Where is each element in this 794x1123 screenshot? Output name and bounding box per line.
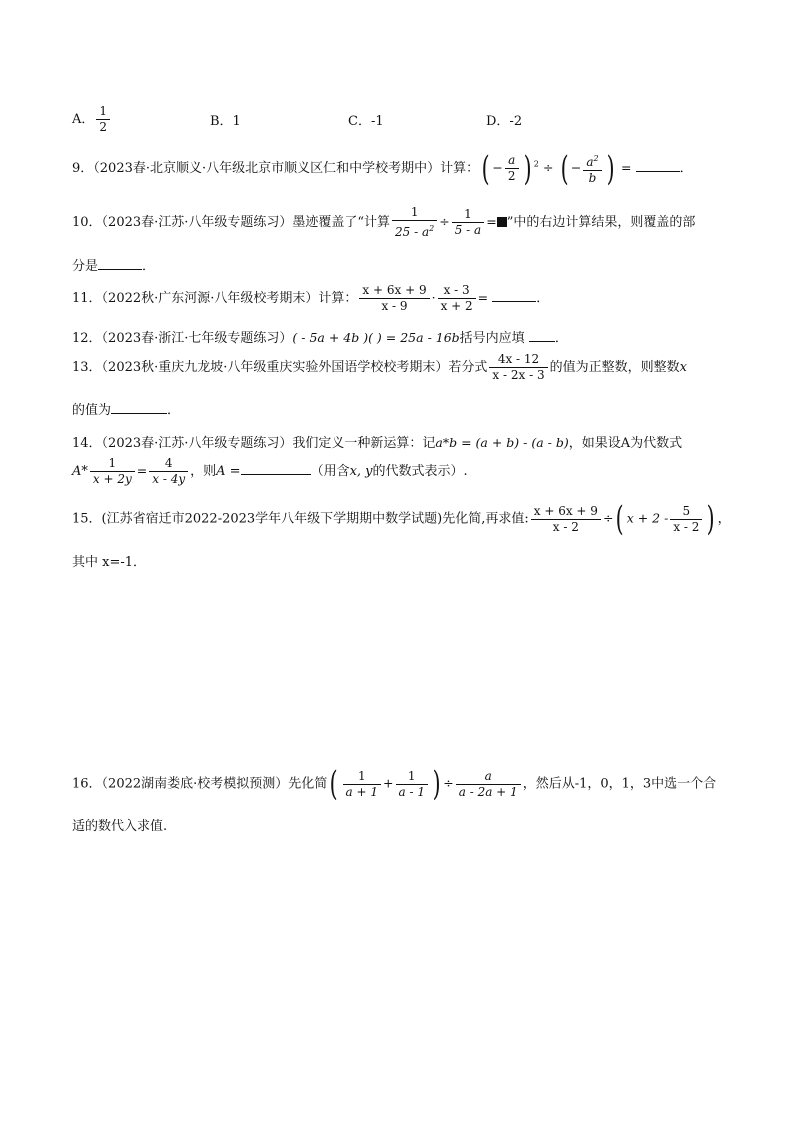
option-c: C．-1 bbox=[348, 114, 384, 129]
q15-fraction-1: $\frac{x + 6x + 9}{x - 2}$ bbox=[531, 504, 601, 535]
question-9: 9．（2023春·北京顺义·八年级北京市顺义区仁和中学校考期中）计算：( − $\frac{a}{2}$ ) $^2$ ÷ ( − $\frac{a^2}{b}$ ) = ． bbox=[72, 148, 693, 189]
question-12: 12．（2023春·浙江·七年级专题练习）( - 5a + 4b )( ) = 25a - 16b括号内应填 ． bbox=[72, 330, 568, 346]
question-16-source: 16．（2022湖南娄底·校考模拟预测）先化简 bbox=[72, 776, 328, 792]
q14-fraction-2: $\frac{4}{x - 4y}$ bbox=[149, 456, 188, 487]
q11-fraction-1: $\frac{x + 6x + 9}{x - 9}$ bbox=[359, 283, 429, 314]
question-14-line-2: A* $\frac{1}{x + 2y}$ = $\frac{4}{x - 4y}$ ，则A = （用含x, y的代数式表示）. bbox=[72, 456, 468, 486]
answer-blank-11[interactable] bbox=[492, 289, 536, 302]
answer-blank-12[interactable] bbox=[529, 329, 555, 342]
question-16-line-2: 适的数代入求值. bbox=[72, 819, 168, 834]
answer-blank-10[interactable] bbox=[98, 257, 142, 270]
q10-fraction-2: $\frac{1}{5 - a}$ bbox=[452, 207, 484, 238]
question-11: 11．（2022秋·广东河源·八年级校考期末）计算： $\frac{x + 6x + 9}{x - 9}$ · $\frac{x - 3}{x + 2}$ = ． bbox=[72, 283, 550, 313]
answer-blank-9[interactable] bbox=[636, 159, 680, 172]
q10-fraction-1: $\frac{1}{25 - a^2}$ bbox=[392, 205, 437, 240]
option-a: A． $\frac{1}{2}$ bbox=[72, 104, 112, 135]
q9-fraction-1: $\frac{a}{2}$ bbox=[505, 153, 519, 184]
question-14-source: 14．（2023春·江苏·八年级专题练习）我们定义一种新运算：记 bbox=[72, 436, 436, 451]
q16-fraction-2: $\frac{1}{a - 1}$ bbox=[396, 769, 428, 800]
answer-blank-14[interactable] bbox=[241, 462, 311, 475]
q9-fraction-2: $\frac{a^2}{b}$ bbox=[583, 151, 601, 186]
option-a-fraction: $\frac{1}{2}$ bbox=[96, 104, 110, 135]
q16-fraction-1: $\frac{1}{a + 1}$ bbox=[343, 769, 381, 800]
question-13-line-2: 的值为 ． bbox=[72, 403, 181, 418]
q16-fraction-3: $\frac{a}{a - 2a + 1}$ bbox=[456, 769, 521, 800]
option-d: D．-2 bbox=[486, 114, 523, 129]
question-12-source: 12．（2023春·浙江·七年级专题练习） bbox=[72, 331, 293, 346]
question-10-line-2: 分是 ． bbox=[72, 259, 156, 274]
question-16: 16．（2022湖南娄底·校考模拟预测）先化简( $\frac{1}{a + 1}$ + $\frac{1}{a - 1}$ ) ÷ $\frac{a}{a - 2a + 1}$ ，然后从-1，0，1，3中选一个合 bbox=[72, 764, 717, 804]
question-15-line-2: 其中 x=-1． bbox=[72, 555, 147, 570]
answer-blank-13[interactable] bbox=[111, 401, 167, 414]
option-b: B．1 bbox=[210, 114, 241, 129]
q13-fraction: $\frac{4x - 12}{x - 2x - 3}$ bbox=[489, 352, 547, 383]
question-15: 15．(江苏省宿迁市2022-2023学年八年级下学期期中数学试题)先化简,再求值: $\frac{x + 6x + 9}{x - 2}$ ÷( x + 2 - $\frac{5}{x - 2}$ ) ， bbox=[72, 499, 731, 539]
ink-blot-square bbox=[497, 217, 507, 227]
question-13-source: 13．（2023秋·重庆九龙坡·八年级重庆实验外国语学校校考期末）若分式 bbox=[72, 360, 488, 375]
question-9-source: 9．（2023春·北京顺义·八年级北京市顺义区仁和中学校考期中）计算： bbox=[72, 161, 480, 176]
question-10: 10．（2023春·江苏·八年级专题练习）墨迹覆盖了“计算 $\frac{1}{25 - a^2}$ ÷ $\frac{1}{5 - a}$ = ”中的右边计算结果，则覆盖的部 bbox=[72, 205, 696, 239]
question-10-source: 10．（2023春·江苏·八年级专题练习）墨迹覆盖了“计算 bbox=[72, 215, 391, 230]
question-11-source: 11．（2022秋·广东河源·八年级校考期末）计算： bbox=[72, 291, 358, 306]
question-15-source: 15．(江苏省宿迁市2022-2023学年八年级下学期期中数学试题)先化简,再求值: bbox=[72, 511, 529, 527]
question-13: 13．（2023秋·重庆九龙坡·八年级重庆实验外国语学校校考期末）若分式 $\frac{4x - 12}{x - 2x - 3}$ 的值为正整数，则整数x bbox=[72, 352, 687, 382]
q11-fraction-2: $\frac{x - 3}{x + 2}$ bbox=[438, 283, 476, 314]
q14-fraction-1: $\frac{1}{x + 2y}$ bbox=[90, 456, 135, 487]
q15-fraction-2: $\frac{5}{x - 2}$ bbox=[670, 504, 702, 535]
question-14: 14．（2023春·江苏·八年级专题练习）我们定义一种新运算：记a*b = (a + b) - (a - b)，如果设A为代数式 bbox=[72, 435, 683, 451]
